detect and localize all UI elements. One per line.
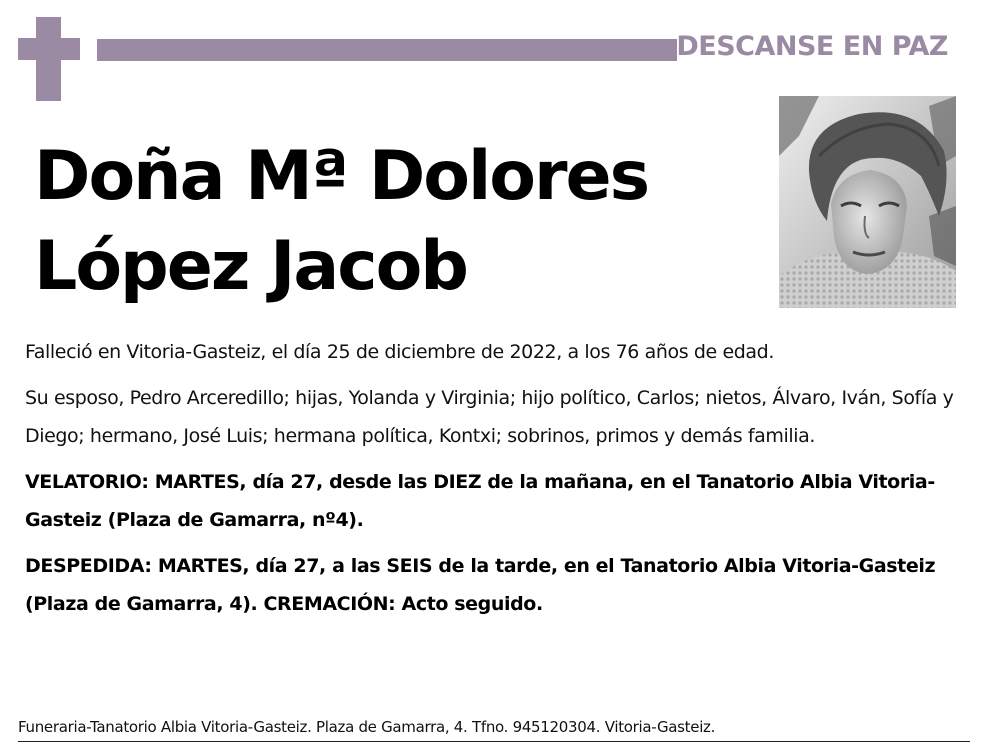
header-divider-bar	[97, 39, 677, 61]
portrait-illustration	[779, 96, 956, 308]
wake-paragraph: VELATORIO: MARTES, día 27, desde las DIEZ de la mañana, en el Tanatorio Albia Vitoria-Gasteiz (Plaza de Gamarra, nº4).	[25, 471, 935, 531]
deceased-portrait-photo	[779, 96, 956, 308]
deceased-name-line1: Doña Mª Dolores	[34, 137, 649, 216]
funeral-home-footer: Funeraria-Tanatorio Albia Vitoria-Gasteiz. Plaza de Gamarra, 4. Tfno. 945120304. Vitoria-Gasteiz.	[18, 718, 716, 736]
death-notice-paragraph: Falleció en Vitoria-Gasteiz, el día 25 de diciembre de 2022, a los 76 años de edad.	[25, 341, 774, 363]
deceased-name	[34, 132, 648, 312]
deceased-name-line2: López Jacob	[34, 227, 467, 306]
obituary-body	[25, 333, 970, 631]
cross-horizontal-bar	[18, 38, 80, 60]
farewell-paragraph: DESPEDIDA: MARTES, día 27, a las SEIS de la tarde, en el Tanatorio Albia Vitoria-Gasteiz (Plaza de Gamarra, 4). CREMACIÓN: Acto seguido.	[25, 555, 936, 615]
family-paragraph: Su esposo, Pedro Arceredillo; hijas, Yolanda y Virginia; hijo político, Carlos; nietos, Álvaro, Iván, Sofía y Diego; hermano, José Luis; hermana política, Kontxi; sobrinos, primos y demás familia.	[25, 387, 954, 447]
footer-underline	[18, 741, 970, 742]
header-label: DESCANSE EN PAZ	[676, 31, 948, 62]
